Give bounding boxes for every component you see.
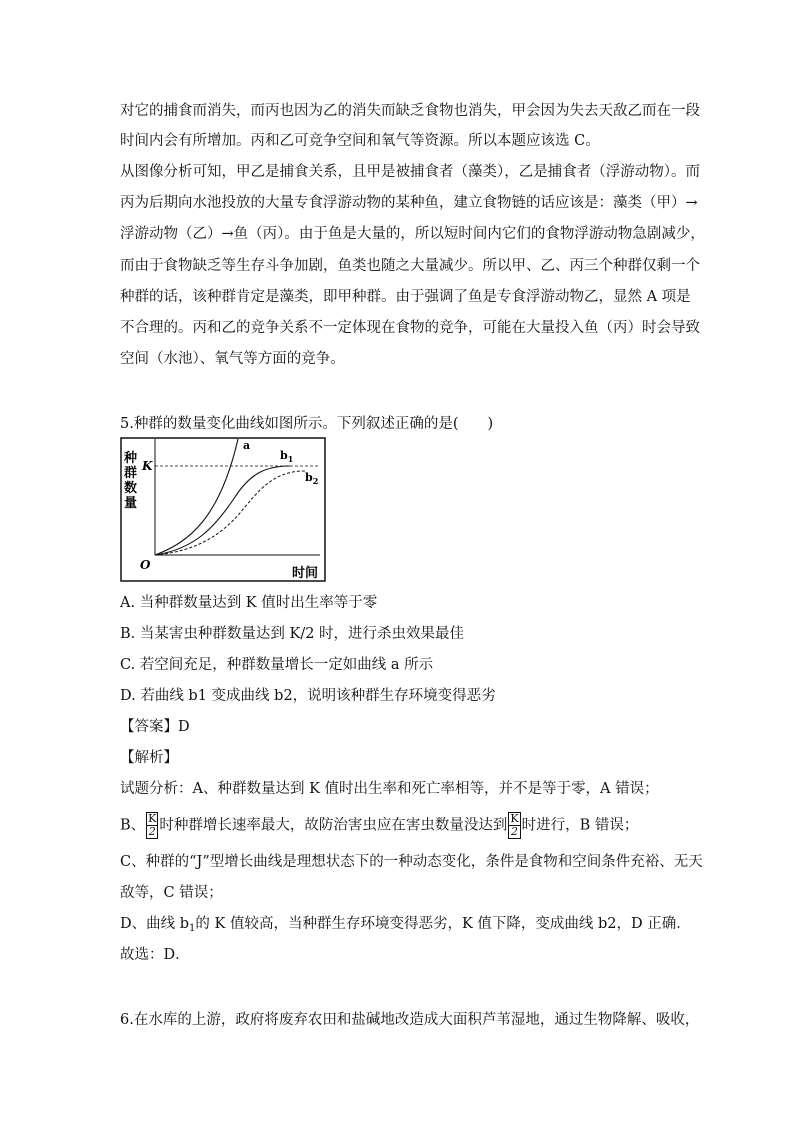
text-line-1: 对它的捕食而消失，而丙也因为乙的消失而缺乏食物也消失，甲会因为失去天敌乙而在一段 (120, 103, 700, 119)
analysis-line-1: 试题分析：A、种群数量达到 K 值时出生率和死亡率相等，并不是等于零，A 错误； (120, 781, 659, 797)
curve-a-label: a (243, 439, 251, 452)
text-line-8: 不合理的。丙和乙的竞争关系不一定体现在食物的竞争，可能在大量投入鱼（丙）时会导致 (120, 320, 700, 336)
fraction-numerator: K (510, 812, 519, 825)
curve-b1-letter: b (280, 449, 288, 462)
y-label-char-1: 种 (124, 451, 138, 466)
k-label: K (142, 459, 153, 473)
analysis-line-5 (120, 914, 691, 939)
analysis-2-prefix: B、 (120, 817, 146, 834)
curve-b1-label (280, 449, 293, 464)
curve-b2 (155, 471, 305, 555)
curve-b2-letter: b (305, 471, 313, 484)
fraction-denominator: 2 (508, 826, 520, 839)
text-line-3: 从图像分析可知，甲乙是捕食关系，且甲是被捕食者（藻类），乙是捕食者（浮游动物）。而 (120, 164, 700, 180)
population-curve-svg (120, 437, 330, 583)
question-5-stem: 5.种群的数量变化曲线如图所示。下列叙述正确的是( ) (120, 416, 494, 432)
fraction-k-over-2-second (508, 812, 520, 839)
curve-a (155, 439, 238, 555)
analysis-2-suffix: 时进行，B 错误； (521, 817, 639, 834)
option-b: B. 当某害虫种群数量达到 K/2 时，进行杀虫效果最佳 (120, 626, 465, 642)
text-line-6: 而由于食物缺乏等生存斗争加剧，鱼类也随之大量减少。所以甲、乙、丙三个种群仅剩一个 (120, 258, 700, 274)
option-c: C. 若空间充足，种群数量增长一定如曲线 a 所示 (120, 657, 434, 673)
option-d: D. 若曲线 b1 变成曲线 b2，说明该种群生存环境变得恶劣 (120, 688, 496, 704)
analysis-2-middle: 时种群增长速率最大，故防治害虫应在害虫数量没达到 (159, 817, 508, 834)
fraction-k-over-2-first (146, 812, 158, 839)
answer-line: 【答案】D (120, 719, 190, 735)
analysis-title: 【解析】 (120, 750, 178, 766)
curve-b1-subscript: 1 (287, 454, 294, 464)
y-label-char-4: 量 (124, 496, 138, 511)
fraction-denominator: 2 (146, 826, 158, 839)
analysis-line-6: 故选：D． (120, 947, 190, 963)
option-a: A. 当种群数量达到 K 值时出生率等于零 (120, 595, 378, 611)
origin-label: O (140, 558, 151, 572)
text-line-4: 丙为后期向水池投放的大量专食浮游动物的某种鱼，建立食物链的话应该是：藻类（甲）→ (120, 195, 698, 211)
text-line-7: 种群的话，该种群肯定是藻类，即甲种群。由于强调了鱼是专食浮游动物乙，显然 A 项是 (120, 289, 691, 305)
curve-b2-subscript: 2 (312, 476, 319, 486)
text-line-2: 时间内会有所增加。丙和乙可竞争空间和氧气等资源。所以本题应该选 C。 (120, 133, 600, 149)
x-axis-label: 时间 (292, 566, 319, 581)
y-label-char-3: 数 (124, 481, 138, 496)
analysis-5-suffix: 的 K 值较高，当种群生存环境变得恶劣，K 值下降，变成曲线 b2，D 正确． (195, 916, 691, 932)
curve-b1 (155, 466, 290, 555)
analysis-line-2 (120, 812, 638, 839)
curve-b2-label (305, 471, 318, 486)
analysis-5-prefix: D、曲线 b (120, 916, 190, 932)
fraction-numerator: K (148, 812, 157, 825)
question-6-stem: 6.在水库的上游，政府将废弃农田和盐碱地改造成大面积芦苇湿地，通过生物降解、吸收， (120, 1012, 700, 1028)
population-curve-figure (120, 437, 330, 583)
text-line-9: 空间（水池）、氧气等方面的竞争。 (120, 351, 345, 367)
text-line-5: 浮游动物（乙）→鱼（丙）。由于鱼是大量的，所以短时间内它们的食物浮游动物急剧减少， (120, 226, 705, 242)
analysis-line-4: 敌等，C 错误； (120, 885, 223, 901)
analysis-5-subscript: 1 (189, 923, 196, 934)
y-label-char-2: 群 (124, 466, 138, 481)
analysis-line-3: C、种群的“J”型增长曲线是理想状态下的一种动态变化，条件是食物和空间条件充裕、无天 (120, 854, 703, 870)
